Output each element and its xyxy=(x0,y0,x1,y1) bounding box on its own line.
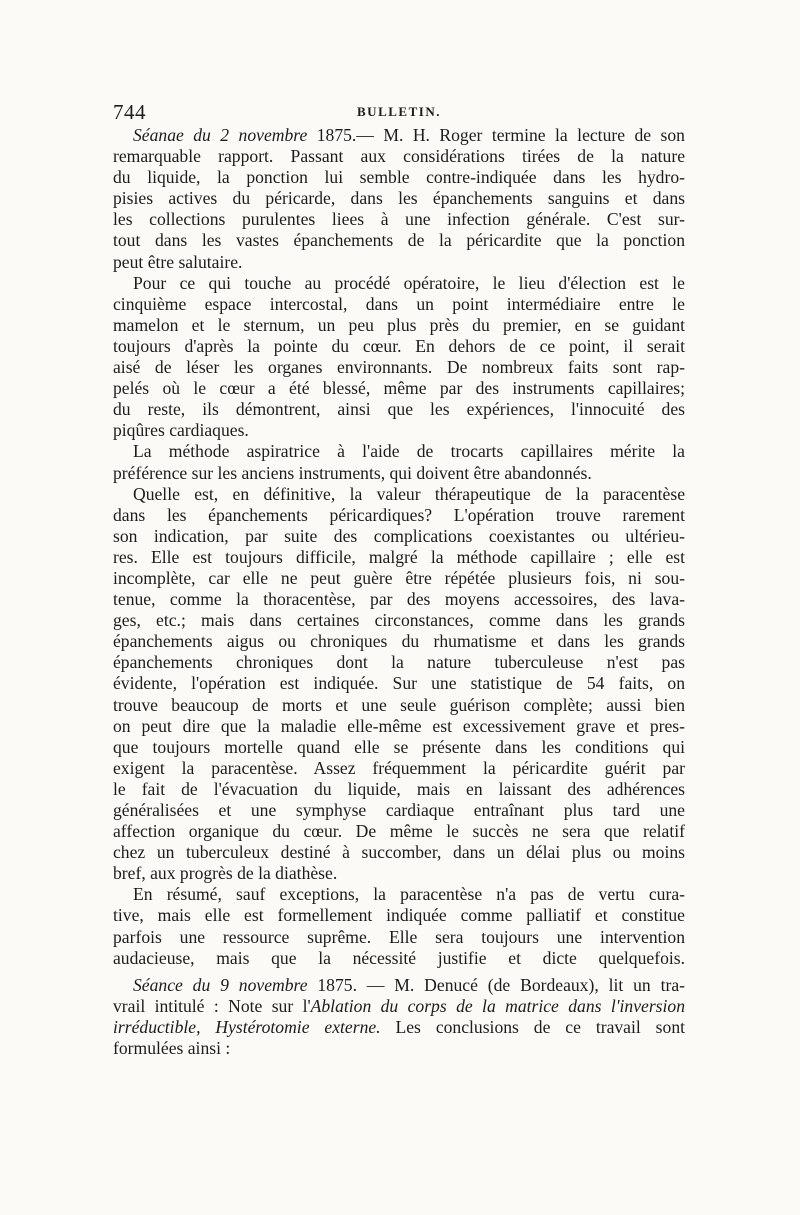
text-line: Séanae du 2 novembre 1875.— M. H. Roger termine la lecture de son xyxy=(133,125,685,145)
text-line: formulées ainsi : xyxy=(113,1038,231,1059)
text-line: pisies actives du péricarde, dans les épanchements sanguins et dans xyxy=(113,188,685,209)
text-line: piqûres cardiaques. xyxy=(113,420,249,441)
text-line: généralisées et une symphyse cardiaque entraînant plus tard une xyxy=(113,800,685,820)
text-line: tout dans les vastes épanchements de la péricardite que la ponction xyxy=(113,230,685,251)
text-line: on peut dire que la maladie elle-même est excessivement grave et pres- xyxy=(113,715,685,736)
text-line: ges, etc.; mais dans certaines circonstances, comme dans les grands xyxy=(113,610,685,631)
text-line: parfois une ressource suprême. Elle sera toujours une intervention xyxy=(113,926,685,947)
text-line: tenue, comme la thoracentèse, par des moyens accessoires, des lava- xyxy=(113,589,685,610)
text-line: remarquable rapport. Passant aux considérations tirées de la nature xyxy=(113,146,685,167)
text-line: incomplète, car elle ne peut guère être répétée plusieurs fois, ni sou- xyxy=(113,567,685,588)
text-line: tive, mais elle est formellement indiquée comme palliatif et constitue xyxy=(113,905,685,926)
text-line: affection organique du cœur. De même le succès ne sera que relatif xyxy=(113,821,685,842)
text-line: La méthode aspiratrice à l'aide de trocarts capillaires mérite la xyxy=(133,441,685,462)
text-line: res. Elle est toujours difficile, malgré la méthode capillaire ; elle est xyxy=(113,546,685,567)
text-line: peut être salutaire. xyxy=(113,251,243,272)
work-title-italic: Ablation du corps de la matrice dans l'inversion xyxy=(310,995,685,1016)
body-text xyxy=(113,125,685,1059)
paragraph-valeur-therapeutique xyxy=(113,484,685,885)
text-line: cinquième espace intercostal, dans un point intermédiaire entre le xyxy=(113,293,685,314)
text-line: pelés où le cœur a été blessé, même par des instruments capillaires; xyxy=(113,378,685,399)
text-line: mamelon et le sternum, un peu plus près du premier, en se guidant xyxy=(113,314,685,335)
page-number: 744 xyxy=(113,100,146,124)
text-line: les collections purulentes liees à une infection générale. C'est sur- xyxy=(113,209,685,230)
text-line: Quelle est, en définitive, la valeur thérapeutique de la paracentèse xyxy=(133,483,685,504)
text-line: Séance du 9 novembre 1875. — M. Denucé (de Bordeaux), lit un tra- xyxy=(133,974,685,995)
text-line: toujours d'après la pointe du cœur. En dehors de ce point, il serait xyxy=(113,335,685,356)
text-line: irréductible, Hystérotomie externe. Les conclusions de ce travail sont xyxy=(113,1016,686,1037)
paragraph-methode-aspiratrice xyxy=(113,441,685,483)
paragraph-procede-operatoire xyxy=(113,273,685,442)
text-line: préférence sur les anciens instruments, qui doivent être abandonnés. xyxy=(113,462,592,483)
work-title-italic: irréductible, Hystérotomie externe. xyxy=(113,1016,381,1037)
page-header xyxy=(113,100,685,124)
text-line: épanchements aigus ou chroniques du rhumatisme et dans les grands xyxy=(113,631,685,652)
text-line: En résumé, sauf exceptions, la paracentèse n'a pas de vertu cura- xyxy=(133,884,685,905)
text-line: dans les épanchements péricardiques? L'opération trouve rarement xyxy=(113,504,685,525)
running-head: BULLETIN. xyxy=(357,104,441,119)
text-line: Pour ce qui touche au procédé opératoire, le lieu d'élection est le xyxy=(133,272,685,293)
text-line: audacieuse, mais que la nécessité justifie et dicte quelquefois. xyxy=(113,947,685,968)
text-line: que toujours mortelle quand elle se présente dans les conditions qui xyxy=(113,736,685,757)
text-line: le fait de l'évacuation du liquide, mais en laissant des adhérences xyxy=(113,778,685,799)
paragraph-seance-9-novembre xyxy=(113,975,685,1059)
text-line: aisé de léser les organes environnants. De nombreux faits sont rap- xyxy=(113,357,685,378)
paragraph-en-resume xyxy=(113,884,685,968)
text-line: épanchements chroniques dont la nature tuberculeuse n'est pas xyxy=(113,652,685,673)
text-line: évidente, l'opération est indiquée. Sur une statistique de 54 faits, on xyxy=(113,673,685,694)
text-line: son indication, par suite des complications coexistantes ou ultérieu- xyxy=(113,525,685,546)
text-line: exigent la paracentèse. Assez fréquemment la péricardite guérit par xyxy=(113,757,685,778)
text-line: du reste, ils démontrent, ainsi que les expériences, l'innocuité des xyxy=(113,399,685,420)
text-line: du liquide, la ponction lui semble contre-indiquée dans les hydro- xyxy=(113,167,685,188)
text-line: bref, aux progrès de la diathèse. xyxy=(113,863,338,884)
session-date-italic: Séance du 9 novembre xyxy=(133,974,308,995)
text-line: vrail intitulé : Note sur l'Ablation du corps de la matrice dans l'inversion xyxy=(113,995,685,1016)
session-date-italic: Séanae du 2 novembre xyxy=(133,125,308,145)
text-line: chez un tuberculeux destiné à succomber, dans un délai plus ou moins xyxy=(113,842,685,863)
paragraph-seance-2-novembre xyxy=(113,125,685,273)
text-line: trouve beaucoup de morts et une seule guérison complète; aussi bien xyxy=(113,694,685,715)
